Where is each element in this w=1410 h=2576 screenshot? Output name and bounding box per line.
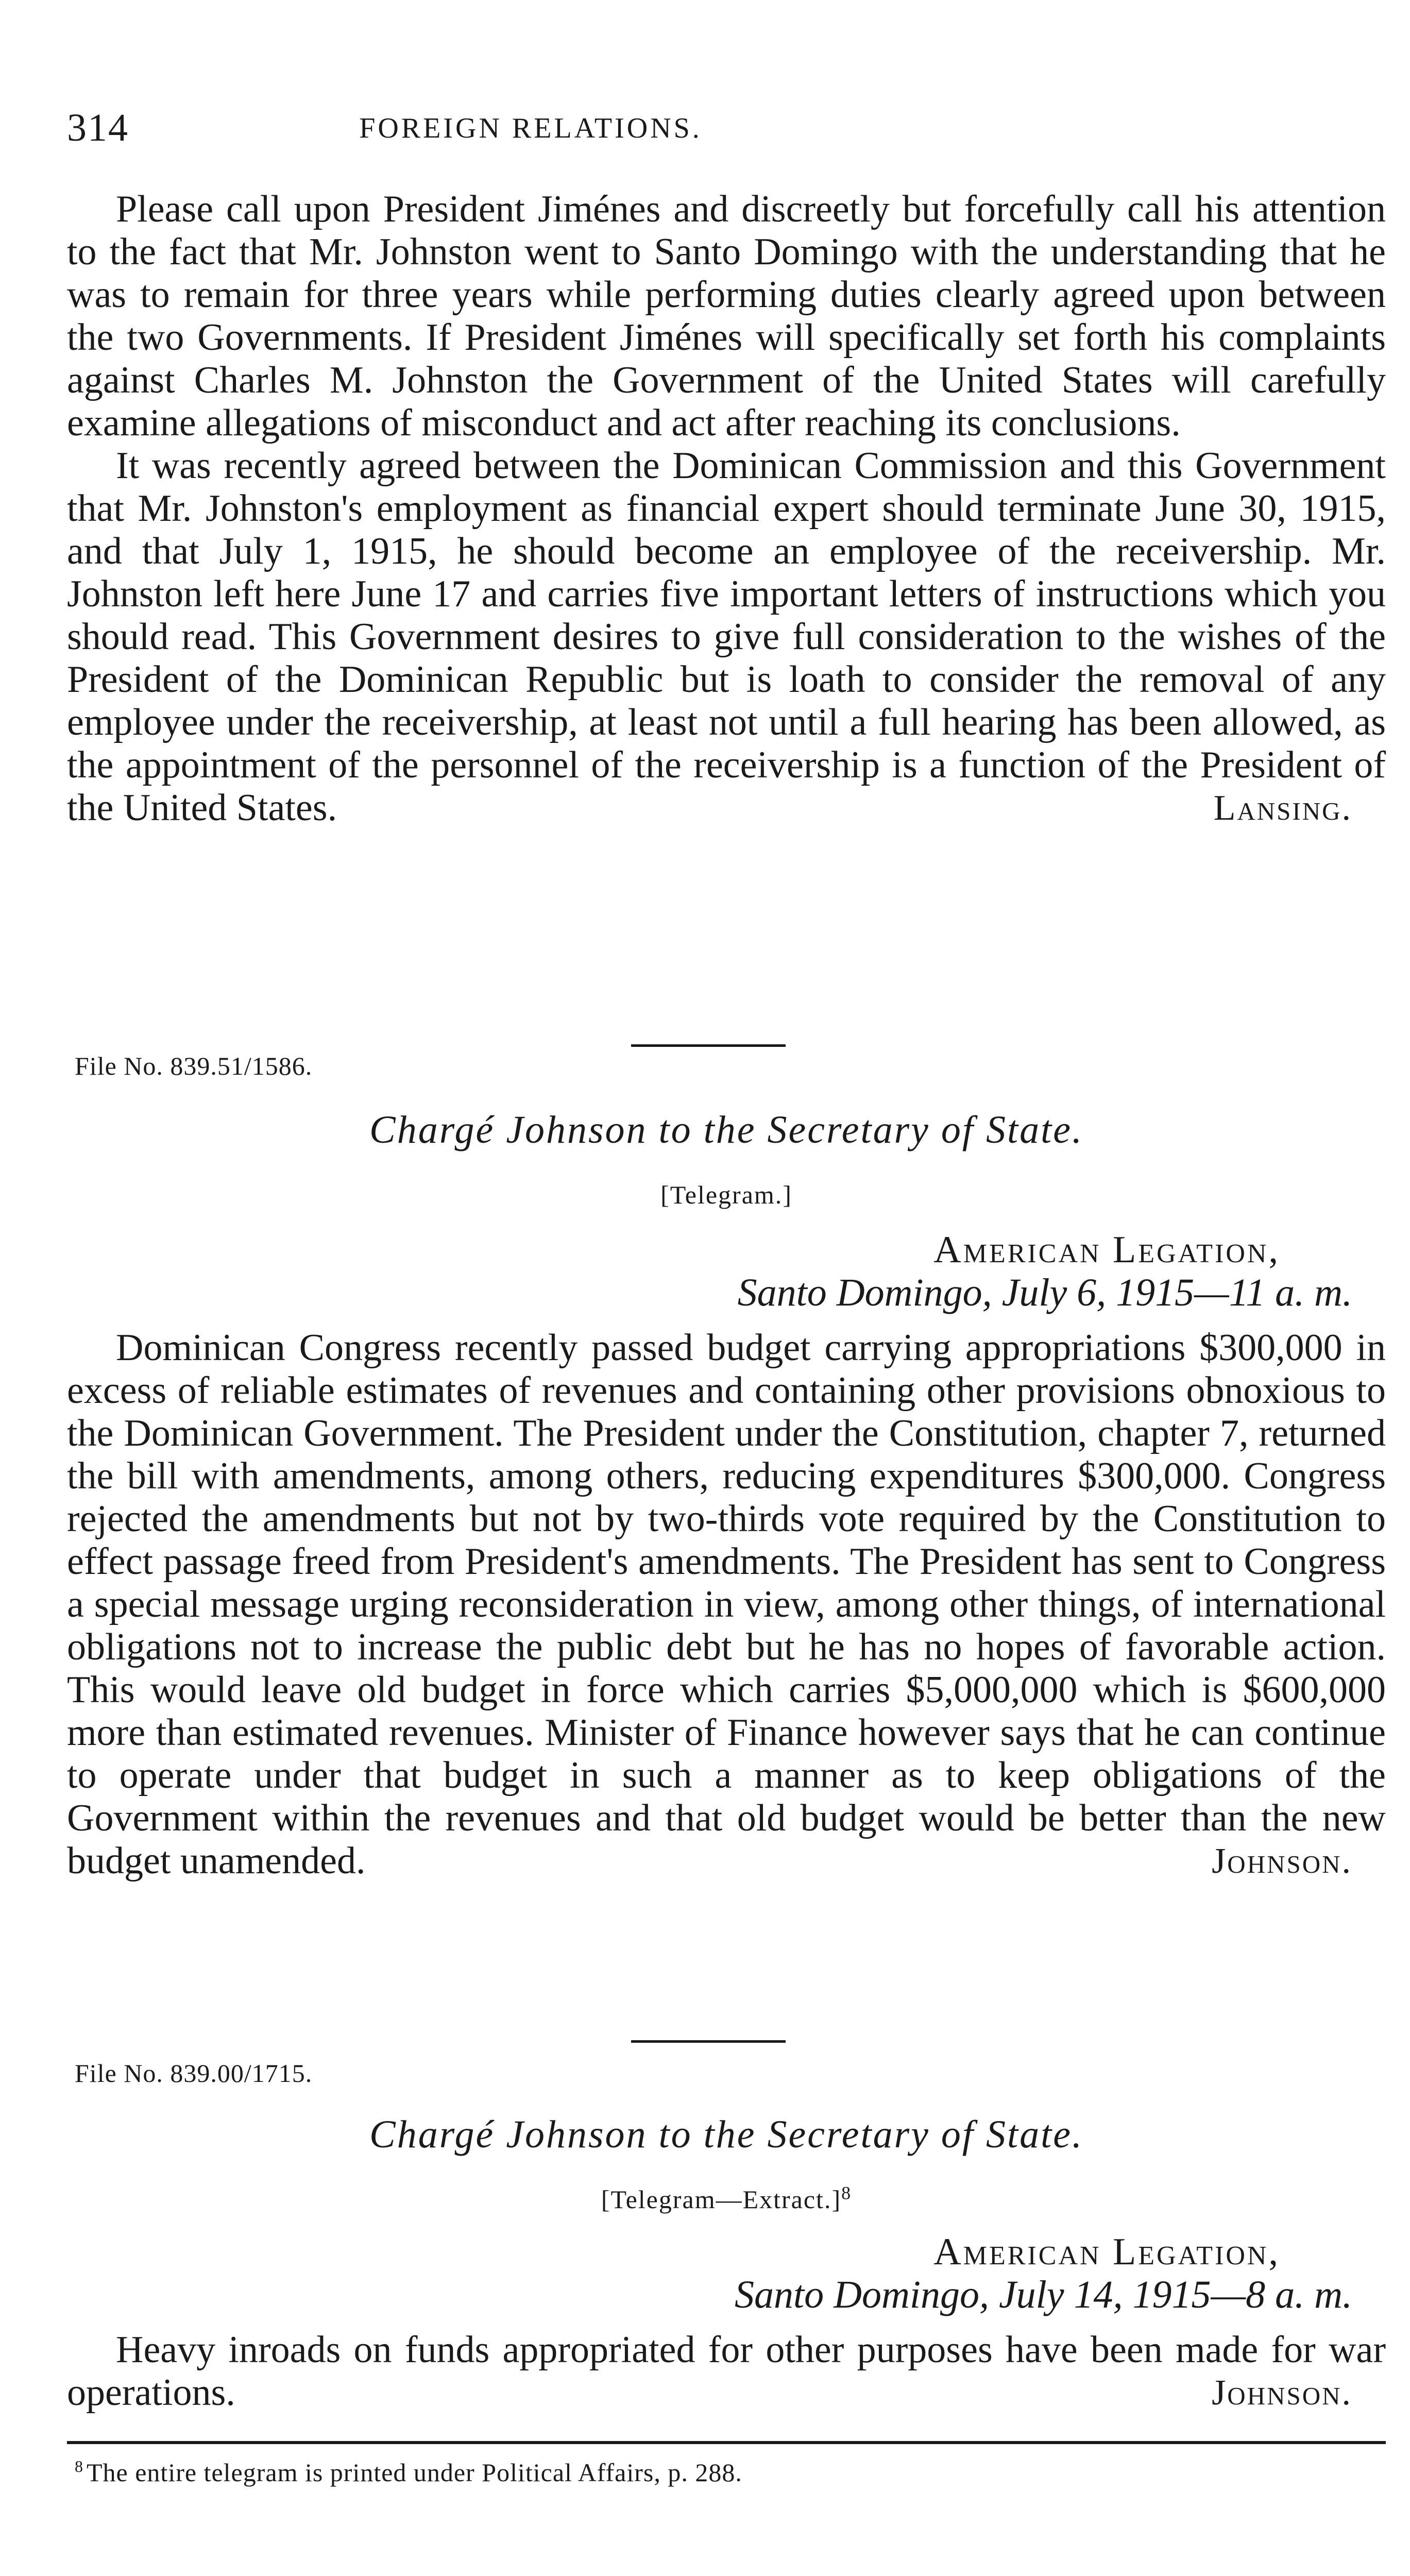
footnote-mark: 8 — [75, 2457, 83, 2476]
document-1 — [67, 188, 1386, 829]
footnote-text: The entire telegram is printed under Political Affairs, p. 288. — [87, 2458, 742, 2487]
document-1-paragraph-2: It was recently agreed between the Dominican Commission and this Government that Mr. Johnston's employment as financial expert should terminate June 30, 1915, and that July 1, 1915, he should become an employee of the receivership. Mr. Johnston left here June 17 and carries five important letters of instructions which you should read. This Government desires to give full consideration to the wishes of the President of the Dominican Republic but is loath to consider the removal of any employee under the receivership, at least not until a full hearing has been allowed, as the appointment of the personnel of the receivership is a function of the President of the United States. — [67, 445, 1386, 829]
document-3-legation: American Legation, — [933, 2231, 1280, 2273]
page-number: 314 — [67, 106, 129, 149]
running-title: FOREIGN RELATIONS. — [359, 112, 702, 144]
footnote-reference[interactable]: 8 — [841, 2182, 852, 2204]
document-3-place-block — [735, 2231, 1352, 2316]
document-3-body — [67, 2329, 1386, 2414]
document-2-file-no: File No. 839.51/1586. — [75, 1052, 313, 1080]
document-1-signature: Lansing. — [1213, 788, 1352, 828]
document-3-file-no: File No. 839.00/1715. — [75, 2059, 313, 2088]
document-2-paragraph: Dominican Congress recently passed budget carrying appropriations $300,000 in excess of reliable estimates of revenues and containing other provisions obnoxious to the Dominican Government. The President under the Constitution, chapter 7, returned the bill with amendments, among others, reducing expenditures $300,000. Congress rejected the amendments but not by two-thirds vote required by the Constitution to effect passage freed from President's amendments. The President has sent to Congress a special message urging reconsideration in view, among other things, of international obligations not to increase the public debt but he has no hopes of favorable action. This would leave old budget in force which carries $5,000,000 which is $600,000 more than estimated revenues. Minister of Finance however says that he can continue to operate under that budget in such a manner as to keep obligations of the Government within the revenues and that old budget would be better than the new budget unamended. — [67, 1327, 1386, 1882]
document-2-doc-type: [Telegram.] — [660, 1180, 792, 1209]
footnote-rule — [67, 2441, 1386, 2444]
running-head — [67, 106, 1386, 147]
page — [67, 0, 1386, 2576]
document-2-dateline: Santo Domingo, July 6, 1915—11 a. m. — [737, 1271, 1352, 1314]
section-divider-1 — [631, 1044, 786, 1047]
document-3-dateline: Santo Domingo, July 14, 1915—8 a. m. — [734, 2273, 1352, 2316]
document-1-paragraph-1: Please call upon President Jiménes and discreetly but forcefully call his attention to the fact that Mr. Johnston went to Santo Domingo with the understanding that he was to remain for three years while performing duties clearly agreed upon between the two Governments. If President Jiménes will specifically set forth his complaints against Charles M. Johnston the Government of the United States will carefully examine allegations of misconduct and act after reaching its conclusions. — [67, 188, 1386, 444]
document-3-doc-type — [67, 2184, 1386, 2214]
document-2-signature: Johnson. — [1212, 1841, 1352, 1881]
document-2-legation: American Legation, — [933, 1229, 1280, 1271]
section-divider-2 — [631, 2040, 786, 2043]
document-3-signature: Johnson. — [1212, 2373, 1352, 2413]
document-3-title: Chargé Johnson to the Secretary of State. — [369, 2113, 1083, 2156]
document-3-doc-type-text: [Telegram—Extract.] — [601, 2185, 842, 2214]
document-3-paragraph: Heavy inroads on funds appropriated for other purposes have been made for war operations. — [67, 2329, 1386, 2414]
document-2-place-block — [738, 1229, 1352, 1314]
document-2-title: Chargé Johnson to the Secretary of State. — [369, 1108, 1083, 1151]
footnote — [75, 2458, 742, 2487]
document-2-body — [67, 1327, 1386, 1883]
